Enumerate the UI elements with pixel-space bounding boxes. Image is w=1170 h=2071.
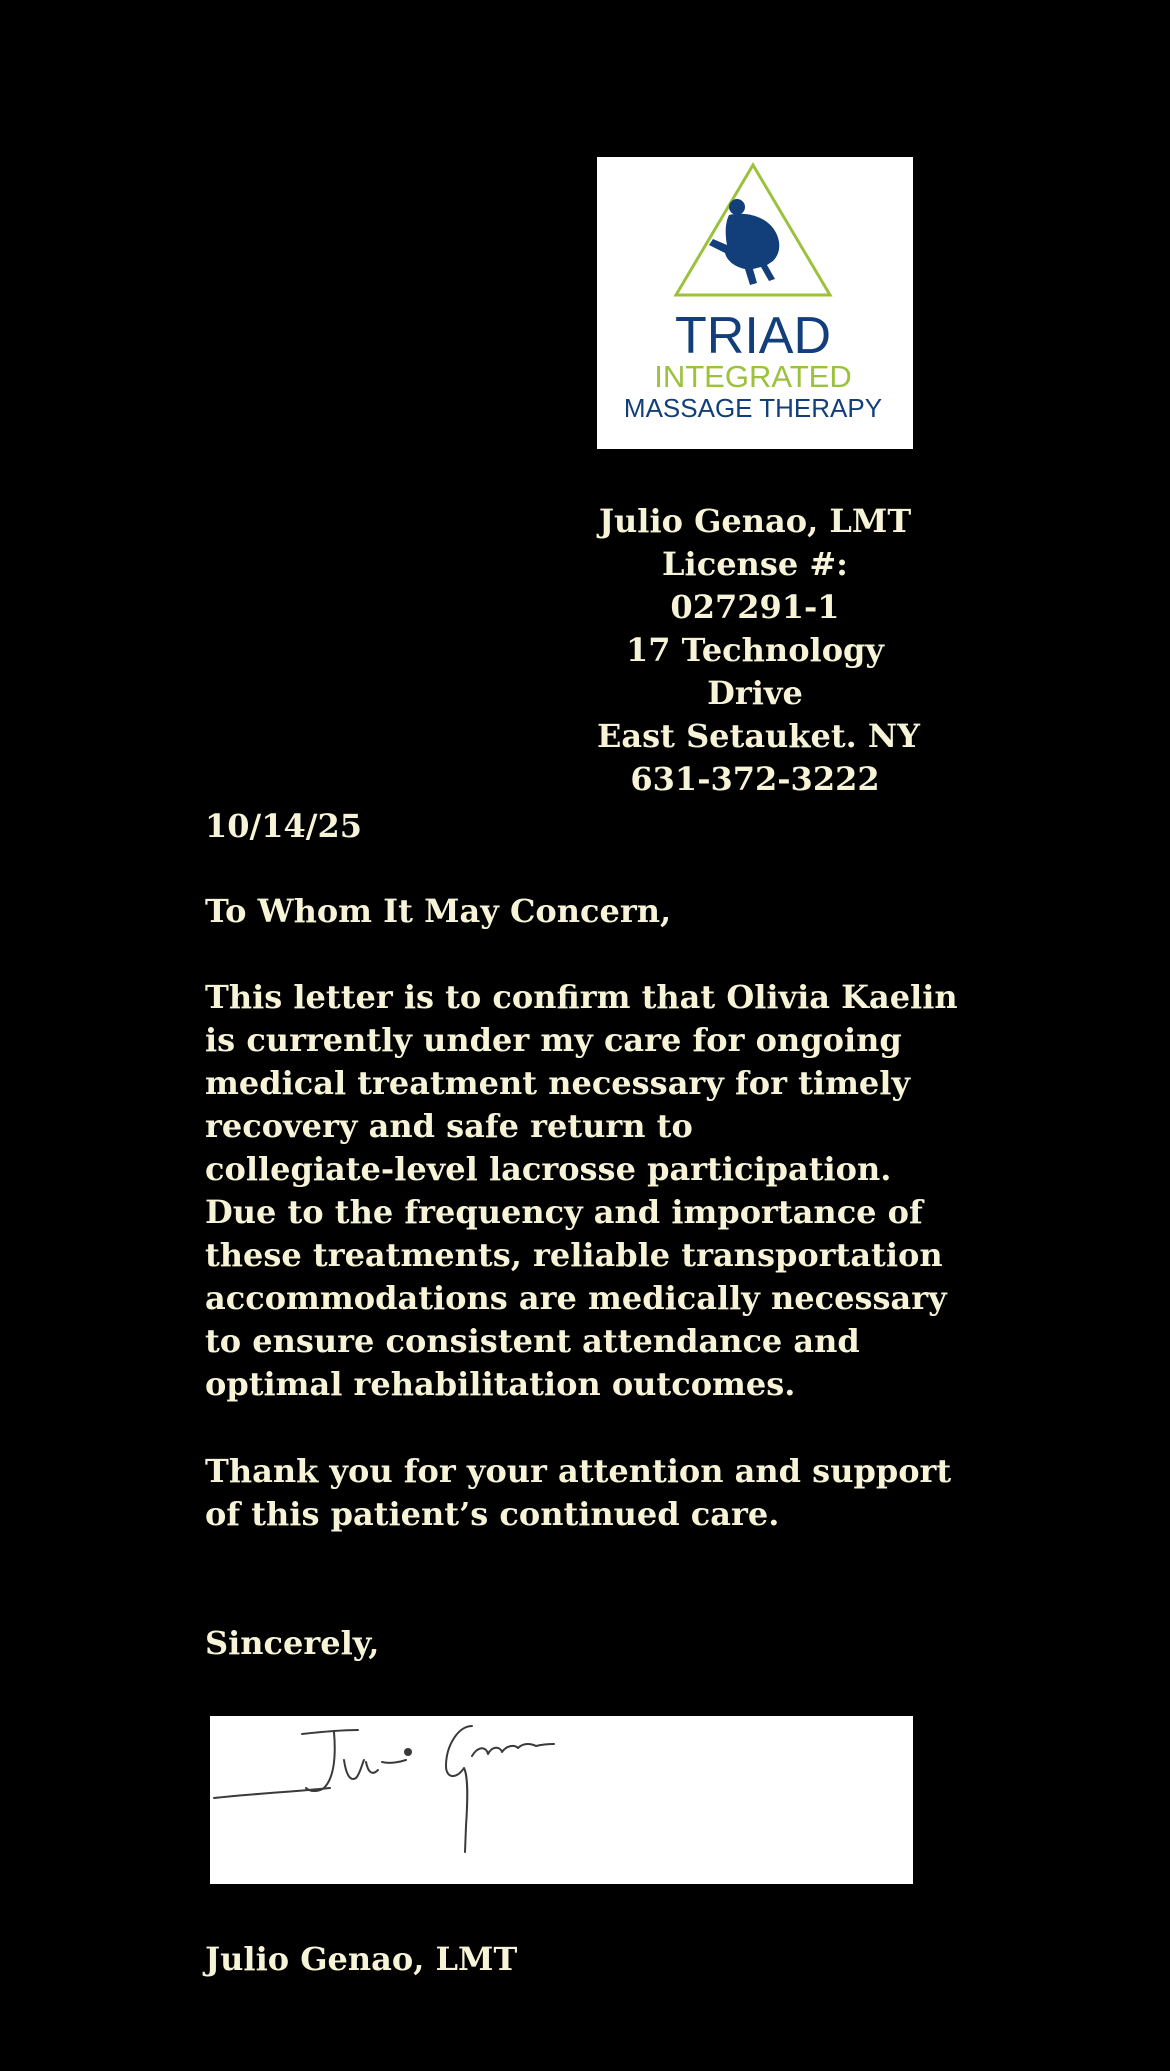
thanks-line: of this patient’s continued care. — [205, 1495, 780, 1533]
body-line: optimal rehabilitation outcomes. — [205, 1365, 796, 1403]
logo-line-triad: TRIAD — [675, 307, 831, 365]
sender-address-block — [597, 500, 920, 801]
body-line: recovery and safe return to — [205, 1107, 693, 1145]
body-line: is currently under my care for ongoing — [205, 1021, 902, 1059]
body-line: This letter is to confirm that Olivia Kaelin — [205, 978, 958, 1016]
sender-license-number: 027291-1 — [670, 588, 840, 626]
signature-strokes — [214, 1726, 554, 1852]
sender-street-line-1: 17 Technology — [626, 631, 884, 669]
triad-logo — [597, 157, 913, 449]
body-line: collegiate-level lacrosse participation. — [205, 1150, 892, 1188]
letter-closing: Sincerely, — [205, 1624, 380, 1662]
sender-phone: 631-372-3222 — [630, 760, 880, 798]
logo-line-integrated: INTEGRATED — [654, 359, 852, 394]
body-line: to ensure consistent attendance and — [205, 1322, 860, 1360]
signature-dot — [404, 1748, 412, 1756]
body-line: accommodations are medically necessary — [205, 1279, 947, 1317]
sender-street-line-2: Drive — [707, 674, 803, 712]
letter-body — [205, 976, 958, 1406]
signature-image — [210, 1716, 913, 1884]
letter-thanks — [205, 1450, 952, 1536]
body-line: medical treatment necessary for timely — [205, 1064, 911, 1102]
body-line: Due to the frequency and importance of — [205, 1193, 923, 1231]
sender-license-label: License #: — [662, 545, 848, 583]
logo-line-massage-therapy: MASSAGE THERAPY — [623, 393, 883, 423]
sender-city: East Setauket. NY — [597, 717, 920, 755]
logo-figure-icon — [709, 199, 779, 285]
letter-salutation: To Whom It May Concern, — [205, 892, 672, 930]
body-line: these treatments, reliable transportation — [205, 1236, 943, 1274]
signed-name: Julio Genao, LMT — [205, 1940, 518, 1978]
letter-date: 10/14/25 — [205, 807, 362, 845]
thanks-line: Thank you for your attention and support — [205, 1452, 952, 1490]
sender-name: Julio Genao, LMT — [598, 502, 912, 540]
